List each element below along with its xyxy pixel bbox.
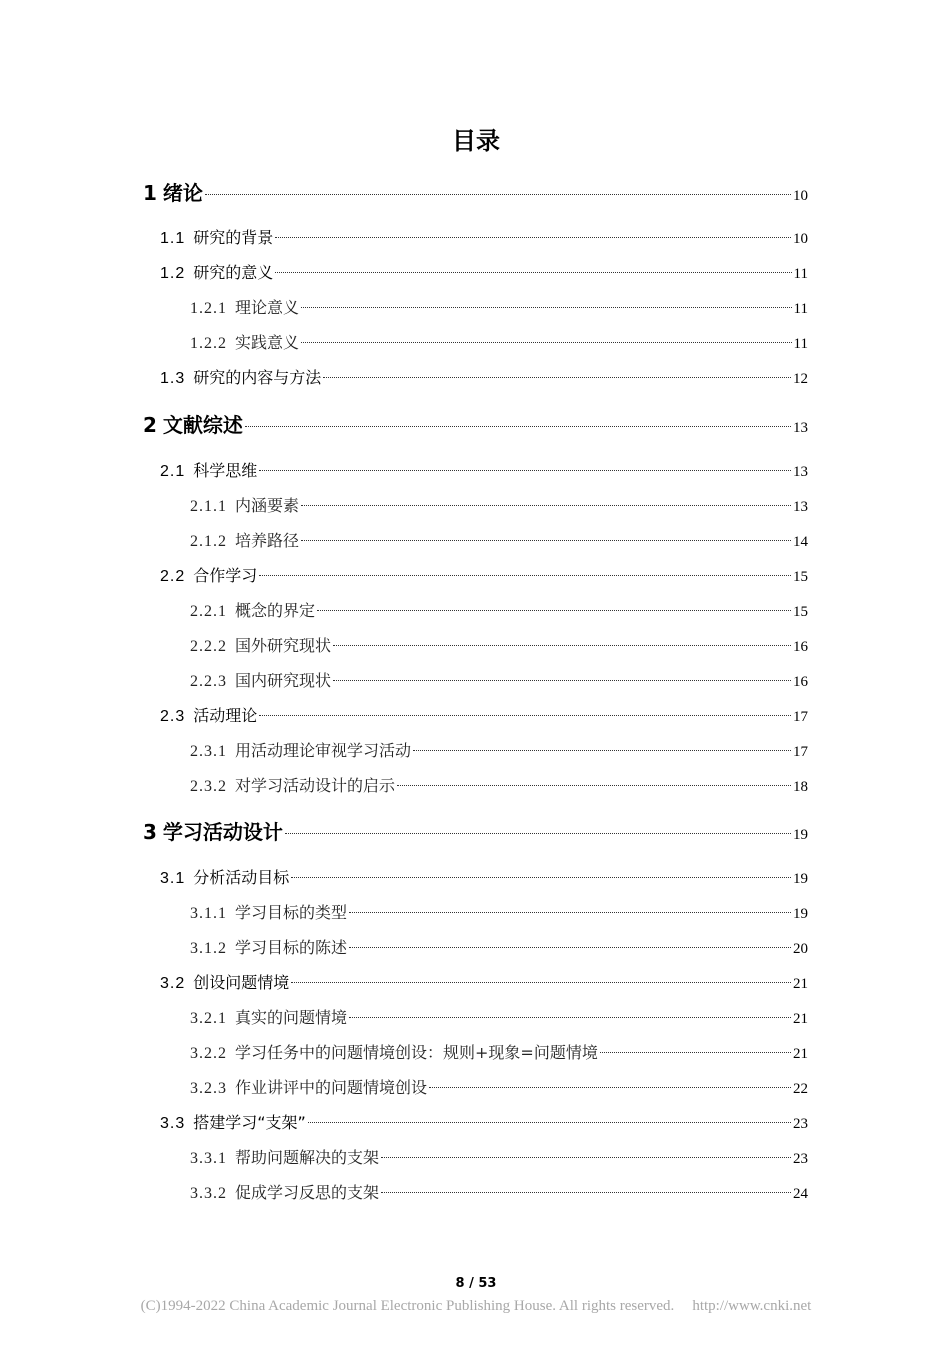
toc-entry-level-3[interactable] <box>190 633 808 659</box>
toc-entry-label <box>160 1110 306 1137</box>
toc-entry-level-3[interactable] <box>190 900 808 926</box>
toc-entry-label <box>160 365 321 392</box>
dot-leader <box>429 1087 791 1088</box>
toc-entry-label <box>160 703 257 730</box>
toc-entry-level-2[interactable] <box>160 260 808 286</box>
toc-entry-text: 研究的意义 <box>193 263 274 282</box>
toc-entry-text: 研究的背景 <box>193 228 274 247</box>
toc-entry-level-1[interactable] <box>143 412 808 438</box>
toc-entry-number: 1.1 <box>160 230 186 247</box>
cnki-url[interactable]: http://www.cnki.net <box>692 1298 812 1314</box>
toc-entry-page: 11 <box>793 301 808 317</box>
dot-leader <box>205 194 791 195</box>
toc-entry-page: 10 <box>793 231 808 247</box>
toc-entry-text: 学习目标的类型 <box>235 903 348 922</box>
toc-entry-text: 培养路径 <box>235 531 300 550</box>
toc-entry-label <box>190 598 315 625</box>
dot-leader <box>275 272 791 273</box>
toc-entry-label <box>190 935 347 962</box>
toc-entry-level-2[interactable] <box>160 563 808 589</box>
toc-entry-number: 2.3 <box>160 708 186 725</box>
toc-entry-text: 分析活动目标 <box>193 868 290 887</box>
dot-leader <box>333 645 791 646</box>
toc-entry-label <box>160 865 289 892</box>
page-indicator: 8 / 53 <box>455 1276 497 1291</box>
toc-entry-page: 13 <box>793 420 808 436</box>
toc-entry-level-1[interactable] <box>143 180 808 206</box>
dot-leader <box>349 912 791 913</box>
toc-entry-page: 17 <box>793 744 808 760</box>
toc-entry-text: 学习任务中的问题情境创设：规则+现象=问题情境 <box>235 1043 598 1062</box>
toc-entry-page: 15 <box>793 604 808 620</box>
toc-entry-text: 活动理论 <box>193 706 258 725</box>
toc-entry-number: 2.3.1 <box>190 743 227 760</box>
dot-leader <box>317 610 791 611</box>
toc-entry-number: 2 <box>143 413 157 437</box>
toc-entry-number: 3.2 <box>160 975 186 992</box>
toc-entry-text: 作业讲评中的问题情境创设 <box>235 1078 428 1097</box>
toc-entry-level-3[interactable] <box>190 528 808 554</box>
toc-entry-label <box>160 970 289 997</box>
toc-entry-number: 2.2.2 <box>190 638 227 655</box>
toc-entry-level-2[interactable] <box>160 365 808 391</box>
dot-leader <box>333 680 791 681</box>
dot-leader <box>301 307 792 308</box>
toc-entry-level-3[interactable] <box>190 1145 808 1171</box>
toc-entry-level-3[interactable] <box>190 738 808 764</box>
toc-entry-number: 2.3.2 <box>190 778 227 795</box>
toc-entry-text: 帮助问题解决的支架 <box>235 1148 380 1167</box>
toc-entry-level-3[interactable] <box>190 493 808 519</box>
toc-entry-number: 2.1.2 <box>190 533 227 550</box>
toc-entry-text: 真实的问题情境 <box>235 1008 348 1027</box>
toc-entry-page: 21 <box>793 976 808 992</box>
toc-entry-level-2[interactable] <box>160 865 808 891</box>
toc-entry-number: 3.1.2 <box>190 940 227 957</box>
toc-entry-page: 14 <box>793 534 808 550</box>
toc-entry-label <box>190 738 411 765</box>
toc-entry-label <box>190 633 331 660</box>
toc-entry-number: 2.2.1 <box>190 603 227 620</box>
toc-entry-label <box>190 1040 598 1067</box>
copyright-notice <box>0 1298 952 1315</box>
dot-leader <box>259 470 791 471</box>
toc-entry-page: 13 <box>793 464 808 480</box>
toc-entry-text: 合作学习 <box>193 566 258 585</box>
dot-leader <box>349 1017 791 1018</box>
toc-entry-number: 3.3.2 <box>190 1185 227 1202</box>
toc-entry-number: 3.1.1 <box>190 905 227 922</box>
toc-entry-level-3[interactable] <box>190 295 808 321</box>
toc-entry-page: 13 <box>793 499 808 515</box>
toc-entry-label <box>143 412 243 438</box>
dot-leader <box>259 575 791 576</box>
toc-entry-number: 1 <box>143 181 157 205</box>
toc-entry-page: 20 <box>793 941 808 957</box>
dot-leader <box>600 1052 791 1053</box>
toc-entry-number: 2.2.3 <box>190 673 227 690</box>
dot-leader <box>259 715 791 716</box>
toc-entry-page: 17 <box>793 709 808 725</box>
toc-title: 目录 <box>452 127 500 155</box>
toc-entry-text: 实践意义 <box>235 333 300 352</box>
toc-entry-page: 22 <box>793 1081 808 1097</box>
toc-entry-label <box>190 528 299 555</box>
dot-leader <box>397 785 791 786</box>
toc-entry-page: 19 <box>793 827 808 843</box>
toc-entry-level-3[interactable] <box>190 330 808 356</box>
dot-leader <box>285 833 791 834</box>
dot-leader <box>291 877 791 878</box>
toc-entry-label <box>160 563 257 590</box>
toc-entry-page: 16 <box>793 674 808 690</box>
toc-entry-number: 1.3 <box>160 370 186 387</box>
toc-entry-number: 3.3 <box>160 1115 186 1132</box>
toc-entry-page: 21 <box>793 1046 808 1062</box>
toc-entry-label <box>190 1005 347 1032</box>
toc-entry-page: 16 <box>793 639 808 655</box>
toc-entry-number: 2.2 <box>160 568 186 585</box>
toc-entry-text: 科学思维 <box>193 461 258 480</box>
toc-entry-number: 1.2 <box>160 265 186 282</box>
toc-entry-page: 15 <box>793 569 808 585</box>
toc-entry-text: 搭建学习“支架” <box>193 1113 306 1132</box>
toc-entry-text: 国内研究现状 <box>235 671 332 690</box>
dot-leader <box>413 750 791 751</box>
toc-entry-level-2[interactable] <box>160 1110 808 1136</box>
toc-entry-number: 3.3.1 <box>190 1150 227 1167</box>
toc-entry-text: 内涵要素 <box>235 496 300 515</box>
dot-leader <box>301 505 791 506</box>
dot-leader <box>301 540 791 541</box>
toc-entry-label <box>190 1075 427 1102</box>
toc-entry-text: 绪论 <box>162 181 203 205</box>
toc-entry-number: 3.2.3 <box>190 1080 227 1097</box>
toc-entry-number: 2.1.1 <box>190 498 227 515</box>
dot-leader <box>301 342 792 343</box>
toc-entry-label <box>190 773 395 800</box>
toc-entry-text: 学习目标的陈述 <box>235 938 348 957</box>
toc-entry-label <box>190 295 299 322</box>
toc-entry-page: 18 <box>793 779 808 795</box>
toc-entry-page: 19 <box>793 906 808 922</box>
toc-entry-text: 促成学习反思的支架 <box>235 1183 380 1202</box>
toc-entry-label <box>190 668 331 695</box>
toc-entry-text: 学习活动设计 <box>162 820 283 844</box>
toc-entry-text: 创设问题情境 <box>193 973 290 992</box>
toc-entry-level-2[interactable] <box>160 703 808 729</box>
dot-leader <box>381 1192 791 1193</box>
dot-leader <box>291 982 791 983</box>
dot-leader <box>245 426 791 427</box>
toc-entry-page: 21 <box>793 1011 808 1027</box>
toc-entry-label <box>190 330 299 357</box>
toc-entry-level-3[interactable] <box>190 668 808 694</box>
toc-entry-page: 23 <box>793 1151 808 1167</box>
toc-entry-level-3[interactable] <box>190 935 808 961</box>
dot-leader <box>275 237 791 238</box>
toc-entry-text: 研究的内容与方法 <box>193 368 322 387</box>
toc-entry-level-3[interactable] <box>190 1005 808 1031</box>
dot-leader <box>349 947 791 948</box>
toc-entry-label <box>160 458 257 485</box>
toc-entry-number: 2.1 <box>160 463 186 480</box>
toc-entry-label <box>190 1180 379 1207</box>
dot-leader <box>381 1157 791 1158</box>
toc-entry-number: 3.2.1 <box>190 1010 227 1027</box>
toc-entry-text: 用活动理论审视学习活动 <box>235 741 412 760</box>
toc-entry-page: 24 <box>793 1186 808 1202</box>
toc-entry-page: 19 <box>793 871 808 887</box>
toc-entry-level-3[interactable] <box>190 598 808 624</box>
toc-entry-level-2[interactable] <box>160 458 808 484</box>
toc-entry-text: 概念的界定 <box>235 601 316 620</box>
toc-entry-text: 理论意义 <box>235 298 300 317</box>
toc-entry-page: 12 <box>793 371 808 387</box>
toc-entry-text: 文献综述 <box>162 413 243 437</box>
copyright-text: (C)1994-2022 China Academic Journal Electronic Publishing House. All rights reserved. <box>140 1298 675 1314</box>
toc-entry-number: 3.2.2 <box>190 1045 227 1062</box>
toc-entry-label <box>190 900 347 927</box>
toc-entry-page: 11 <box>793 266 808 282</box>
toc-entry-page: 11 <box>793 336 808 352</box>
dot-leader <box>323 377 791 378</box>
toc-entry-level-3[interactable] <box>190 1075 808 1101</box>
toc-entry-label <box>143 180 203 206</box>
toc-entry-label <box>160 225 273 252</box>
toc-entry-number: 3 <box>143 820 157 844</box>
toc-entry-level-3[interactable] <box>190 1040 808 1066</box>
toc-entry-level-1[interactable] <box>143 819 808 845</box>
toc-entry-level-2[interactable] <box>160 225 808 251</box>
dot-leader <box>308 1122 791 1123</box>
toc-entry-page: 23 <box>793 1116 808 1132</box>
toc-entry-text: 国外研究现状 <box>235 636 332 655</box>
toc-entry-level-3[interactable] <box>190 773 808 799</box>
toc-entry-label <box>190 493 299 520</box>
toc-entry-number: 1.2.1 <box>190 300 227 317</box>
toc-entry-number: 1.2.2 <box>190 335 227 352</box>
toc-entry-text: 对学习活动设计的启示 <box>235 776 396 795</box>
toc-entry-label <box>143 819 283 845</box>
toc-entry-number: 3.1 <box>160 870 186 887</box>
toc-entry-level-3[interactable] <box>190 1180 808 1206</box>
toc-entry-label <box>160 260 273 287</box>
toc-entry-label <box>190 1145 379 1172</box>
toc-entry-level-2[interactable] <box>160 970 808 996</box>
toc-entry-page: 10 <box>793 188 808 204</box>
